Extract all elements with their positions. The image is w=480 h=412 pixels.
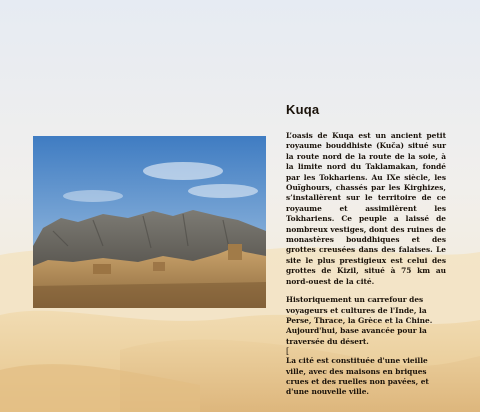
page-title: Kuqa xyxy=(286,102,320,117)
intro-paragraph: L’oasis de Kuqa est un ancient petit royaume bouddhiste (Kuča) situé sur la route nord de la route de la soie, à la limite nord du Taklamakan, fondé par les Tokhariens. Au IXe siècle, les Ouïghours, chassés par les Kirghizes, s’installèrent sur le territoire de ce royaume et assimilèrent les Tokhariens. Ce peuple a laissé de nombreux vestiges, dont des ruines de monastères bouddhiques et des grottes creusées dans des falaises. Le site le plus prestigieux est celui des grottes de Kizil, situé à 75 km au nord-ouest de la cité. xyxy=(286,131,446,286)
text-cursor: [ xyxy=(286,347,290,357)
kuqa-landscape-photo xyxy=(33,136,266,308)
city-paragraph: La cité est constituée d'une vieille ville, avec des maisons en briques crues et des ruelles non pavées, et d'une nouvelle ville. xyxy=(286,356,429,397)
article-text xyxy=(286,102,446,398)
history-paragraph: Historiquement un carrefour des voyageurs et cultures de l'Inde, la Perse, Thrace, la Grèce et la Chine. Aujourd'hui, base avancée pour la traversée du désert. xyxy=(286,295,433,346)
